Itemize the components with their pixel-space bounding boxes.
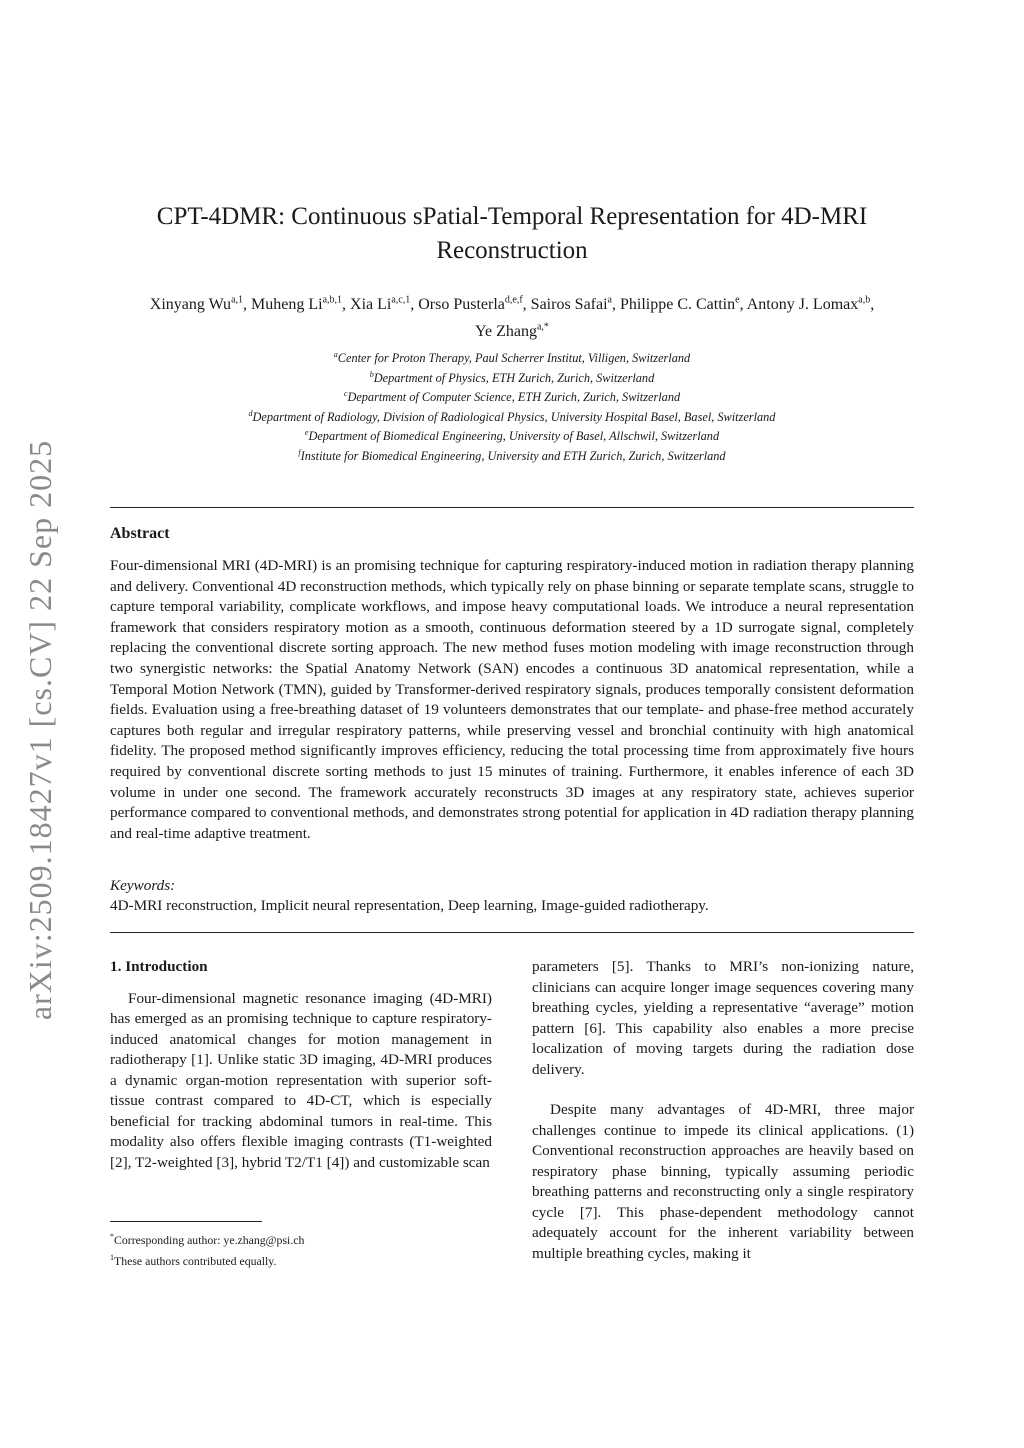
abstract-bottom-divider: [110, 932, 914, 933]
arxiv-identifier: arXiv:2509.18427v1 [cs.CV] 22 Sep 2025: [22, 439, 58, 1021]
left-column: [110, 957, 492, 1173]
intro-paragraph-1: Four-dimensional magnetic resonance imaging (4D-MRI) has emerged as an promising technique to capture respiratory-induced anatomical changes for motion management in radiotherapy [1]. Unlike static 3D imaging, 4D-MRI produces a dynamic organ-motion representation with superior soft-tissue contrast compared to 4D-CT, which is especially beneficial for tracking abdominal tumors in real-time. This modality also offers flexible imaging contrasts (T1-weighted [2], T2-weighted [3], hybrid T2/T1 [4]) and customizable scan: [110, 989, 492, 1171]
affiliation: $^e$Department of Biomedical Engineering, University of Basel, Allschwil, Switzerland: [304, 428, 720, 444]
right-column: [532, 957, 914, 1264]
affiliation: $^f$Institute for Biomedical Engineering, University and ETH Zurich, Zurich, Switzerland: [298, 447, 726, 464]
author: Ye Zhang$^{a,*}$: [475, 321, 549, 340]
footnote-equal-contribution: $^1$These authors contributed equally.: [110, 1252, 277, 1268]
keywords-label: Keywords:: [110, 877, 176, 894]
affiliation: $^c$Department of Computer Science, ETH Zurich, Zurich, Switzerland: [343, 389, 681, 405]
author-list: [110, 290, 914, 343]
keywords-list: 4D-MRI reconstruction, Implicit neural representation, Deep learning, Image-guided radiotherapy.: [110, 897, 709, 914]
footnote-divider: [110, 1221, 262, 1222]
top-divider: [110, 507, 914, 508]
affiliation: $^a$Center for Proton Therapy, Paul Scherrer Institut, Villigen, Switzerland: [333, 350, 691, 366]
paper-title: CPT-4DMR: Continuous sPatial-Temporal Representation for 4D-MRI Reconstruction: [156, 203, 868, 264]
affiliation: $^d$Department of Radiology, Division of Radiological Physics, University Hospital Basel, Basel, Switzerland: [248, 408, 776, 424]
footnote-corresponding: *Corresponding author: ye.zhang@psi.ch: [110, 1232, 305, 1247]
intro-paragraph-2: Despite many advantages of 4D-MRI, three major challenges continue to impede its clinical applications. (1) Conventional reconstruction approaches are heavily based on respiratory phase binning, typically assuming periodic breathing patterns and reconstructing only a single respiratory cycle [7]. This phase-dependent methodology cannot adequately account for the inherent variability between multiple breathing cycles, making it: [532, 1101, 914, 1262]
author: Xia Li$^{a,c,1}$,: [350, 295, 419, 314]
affiliation: $^b$Department of Physics, ETH Zurich, Zurich, Switzerland: [369, 369, 655, 385]
author: Xinyang Wu$^{a,1}$,: [149, 295, 252, 314]
author: Philippe C. Cattin$^e$,: [620, 295, 747, 314]
footnotes: [110, 1228, 304, 1270]
affiliation-list: [110, 347, 914, 465]
author: Sairos Safai$^a$,: [530, 295, 620, 314]
author: Muheng Li$^{a,b,1}$,: [251, 295, 351, 314]
intro-paragraph-1-continued: parameters [5]. Thanks to MRI’s non-ionizing nature, clinicians can acquire longer image sequences covering many breathing cycles, yielding a representative “average” motion pattern [6]. This capability also enables a more precise localization of moving targets during the radiation dose delivery.: [532, 958, 914, 1078]
abstract-body: Four-dimensional MRI (4D-MRI) is an promising technique for capturing respiratory-induced motion in radiation therapy planning and delivery. Conventional 4D reconstruction methods, which typically rely on phase binning or separate template scans, struggle to capture temporal variability, complicate workflows, and impose heavy computational loads. We introduce a neural representation framework that considers respiratory motion as a smooth, continuous deformation steered by a 1D surrogate signal, completely replacing the conventional discrete sorting approach. The new method fuses motion modeling with image reconstruction through two synergistic networks: the Spatial Anatomy Network (SAN) encodes a continuous 3D anatomical representation, while a Temporal Motion Network (TMN), guided by Transformer-derived respiratory signals, produces temporally consistent deformation fields. Evaluation using a free-breathing dataset of 19 volunteers demonstrates that our template- and phase-free method accurately captures both regular and irregular respiratory patterns, while preserving vessel and bronchial continuity with high anatomical fidelity. The proposed method significantly improves efficiency, reducing the total processing time from approximately five hours required by conventional discrete sorting methods to just 15 minutes of training. Furthermore, it enables inference of each 3D volume in under one second. The framework accurately reconstructs 3D images at any respiratory state, achieves superior performance compared to conventional methods, and demonstrates strong potential for application in 4D radiation therapy planning and real-time adaptive treatment.: [110, 557, 914, 842]
section-heading-introduction: 1. Introduction: [110, 958, 208, 975]
author: Antony J. Lomax$^{a,b}$,: [746, 295, 875, 314]
abstract-heading: Abstract: [110, 525, 170, 542]
author: Orso Pusterla$^{d,e,f}$,: [418, 295, 531, 314]
